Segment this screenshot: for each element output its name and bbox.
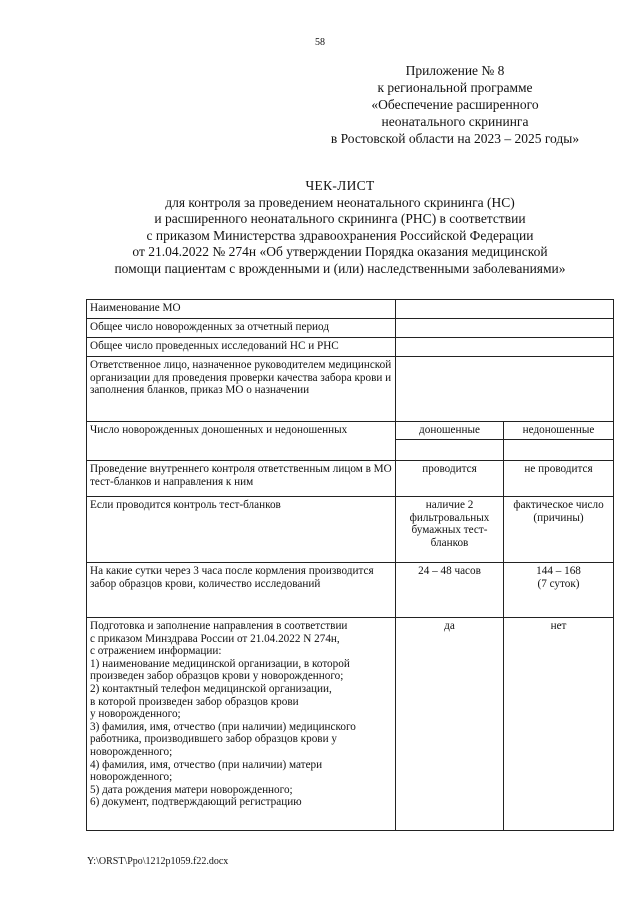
column-header: недоношенные <box>504 422 614 440</box>
row-label: Общее число новорожденных за отчетный период <box>87 319 396 338</box>
label-line: с отражением информации: <box>90 645 222 658</box>
row-label: Число новорожденных доношенных и недоношенных <box>87 422 396 461</box>
row-label: На какие сутки через 3 часа после кормления производится забор образцов крови, количество исследований <box>87 563 396 618</box>
page-number: 58 <box>315 37 325 48</box>
table-row <box>87 497 614 563</box>
appendix-header <box>290 62 620 147</box>
checklist-table <box>86 299 614 831</box>
appendix-line: в Ростовской области на 2023 – 2025 годы» <box>330 131 580 146</box>
table-row <box>87 422 614 440</box>
table-row <box>87 563 614 618</box>
row-value-cell[interactable] <box>396 357 614 422</box>
label-line: 6) документ, подтверждающий регистрацию <box>90 796 302 809</box>
option-cell: наличие 2 фильтровальных бумажных тест-бланков <box>396 497 504 563</box>
appendix-line: неонатального скрининга <box>381 114 529 129</box>
label-line: Подготовка и заполнение направления в соответствии <box>90 620 348 632</box>
file-path-footer: Y:\ORST\Ppo\1212p1059.f22.docx <box>87 856 229 867</box>
label-line: 1) наименование медицинской организации, в которой произведен забор образцов крови у новорожденного; <box>90 657 350 683</box>
table-row <box>87 618 614 831</box>
column-header: доношенные <box>396 422 504 440</box>
title-main: ЧЕК-ЛИСТ <box>305 178 375 193</box>
option-cell: не проводится <box>504 461 614 497</box>
option-cell: нет <box>504 618 614 831</box>
appendix-line: к региональной программе <box>377 80 533 95</box>
label-line: 2) контактный телефон медицинской организации, <box>90 682 332 695</box>
option-cell: фактическое число (причины) <box>504 497 614 563</box>
row-value-cell[interactable] <box>504 440 614 461</box>
option-cell: проводится <box>396 461 504 497</box>
option-line: 144 – 168 <box>536 565 581 577</box>
title-line: и расширенного неонатального скрининга (РНС) в соответствии <box>154 211 526 226</box>
row-value-cell[interactable] <box>396 319 614 338</box>
label-line: у новорожденного; <box>90 708 181 721</box>
option-line: (7 суток) <box>537 577 580 590</box>
table-row <box>87 338 614 357</box>
row-label: Ответственное лицо, назначенное руководителем медицинской организации для проведения проверки качества забора крови и заполнения бланков, приказ МО о назначении <box>87 357 396 422</box>
label-line: с приказом Минздрава России от 21.04.2022 N 274н, <box>90 632 340 645</box>
title-line: помощи пациентам с врожденными и (или) наследственными заболеваниями» <box>114 260 566 276</box>
option-cell <box>504 563 614 618</box>
row-value-cell[interactable] <box>396 440 504 461</box>
title-line: от 21.04.2022 № 274н «Об утверждении Порядка оказания медицинской <box>132 244 548 259</box>
label-line: 4) фамилия, имя, отчество (при наличии) матери новорожденного; <box>90 758 323 784</box>
label-line: в которой произведен забор образцов крови <box>90 695 299 708</box>
appendix-line: «Обеспечение расширенного <box>371 97 539 112</box>
appendix-line: Приложение № 8 <box>405 63 505 78</box>
label-line: 3) фамилия, имя, отчество (при наличии) медицинского работника, производившего забор образцов крови у новорожденного; <box>90 720 356 758</box>
row-label: Наименование МО <box>87 300 396 319</box>
option-cell: 24 – 48 часов <box>396 563 504 618</box>
row-label: Проведение внутреннего контроля ответственным лицом в МО тест-бланков и направления к ним <box>87 461 396 497</box>
title-line: для контроля за проведением неонатального скрининга (НС) <box>165 194 515 210</box>
row-label: Общее число проведенных исследований НС и РНС <box>87 338 396 357</box>
row-value-cell[interactable] <box>396 338 614 357</box>
row-value-cell[interactable] <box>396 300 614 319</box>
label-line: 5) дата рождения матери новорожденного; <box>90 783 293 796</box>
row-label <box>87 618 396 831</box>
table-row <box>87 357 614 422</box>
title-line: с приказом Министерства здравоохранения Российской Федерации <box>146 227 534 243</box>
table-row <box>87 319 614 338</box>
option-cell: да <box>396 618 504 831</box>
row-label: Если проводится контроль тест-бланков <box>87 497 396 563</box>
table-row <box>87 461 614 497</box>
table-row <box>87 300 614 319</box>
document-title <box>60 178 620 277</box>
